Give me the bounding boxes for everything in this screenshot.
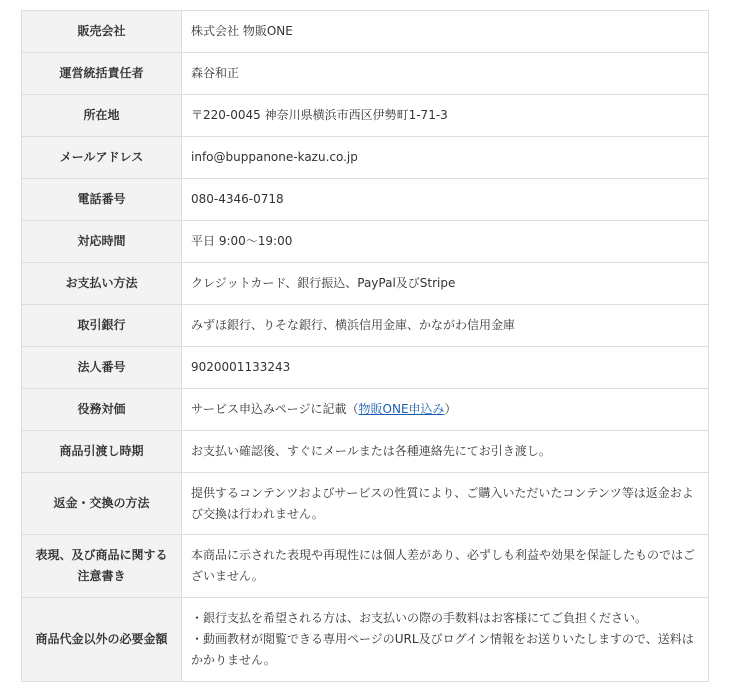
- row-value: 〒220-0045 神奈川県横浜市西区伊勢町1-71-3: [182, 95, 709, 137]
- row-label: 法人番号: [22, 347, 182, 389]
- row-label: 商品代金以外の必要金額: [22, 598, 182, 682]
- company-info-table: [21, 10, 709, 682]
- table-row: [22, 137, 709, 179]
- row-label: 対応時間: [22, 221, 182, 263]
- table-row: [22, 263, 709, 305]
- row-value: 株式会社 物販ONE: [182, 11, 709, 53]
- table-row: [22, 431, 709, 473]
- row-label: メールアドレス: [22, 137, 182, 179]
- row-label-line: 表現、及び商品に関する: [35, 548, 168, 562]
- value-suffix: ）: [444, 402, 457, 416]
- row-value: 本商品に示された表現や再現性には個人差があり、必ずしも利益や効果を保証したものではございません。: [182, 535, 709, 598]
- row-value: [182, 389, 709, 431]
- row-label: 電話番号: [22, 179, 182, 221]
- row-value: クレジットカード、銀行振込、PayPal及びStripe: [182, 263, 709, 305]
- row-value: 森谷和正: [182, 53, 709, 95]
- table-row: [22, 598, 709, 682]
- row-value: 9020001133243: [182, 347, 709, 389]
- row-label: 運営統括責任者: [22, 53, 182, 95]
- row-label: 役務対価: [22, 389, 182, 431]
- table-row: [22, 179, 709, 221]
- row-value: 平日 9:00〜19:00: [182, 221, 709, 263]
- row-value: みずほ銀行、りそな銀行、横浜信用金庫、かながわ信用金庫: [182, 305, 709, 347]
- row-label: 商品引渡し時期: [22, 431, 182, 473]
- table-row: [22, 473, 709, 535]
- row-label: お支払い方法: [22, 263, 182, 305]
- table-row: [22, 535, 709, 598]
- table-row: [22, 53, 709, 95]
- row-label: 所在地: [22, 95, 182, 137]
- value-prefix: サービス申込みページに記載（: [191, 402, 359, 416]
- row-value: 提供するコンテンツおよびサービスの性質により、ご購入いただいたコンテンツ等は返金および交換は行われません。: [182, 473, 709, 535]
- row-label-line: 注意書き: [77, 569, 126, 583]
- row-value: info@buppanone-kazu.co.jp: [182, 137, 709, 179]
- row-value: お支払い確認後、すぐにメールまたは各種連絡先にてお引き渡し。: [182, 431, 709, 473]
- row-value: [182, 598, 709, 682]
- value-line: ・銀行支払を希望される方は、お支払いの際の手数料はお客様にてご負担ください。: [191, 611, 648, 625]
- row-label: 取引銀行: [22, 305, 182, 347]
- row-label: 返金・交換の方法: [22, 473, 182, 535]
- table-row: [22, 389, 709, 431]
- table-row: [22, 347, 709, 389]
- table-row: [22, 305, 709, 347]
- apply-link[interactable]: 物販ONE申込み: [358, 402, 445, 416]
- table-row: [22, 11, 709, 53]
- table-row: [22, 221, 709, 263]
- value-line: ・動画教材が閲覧できる専用ページのURL及びログイン情報をお送りいたしますので、送料はかかりません。: [191, 632, 694, 667]
- row-label: [22, 535, 182, 598]
- row-label: 販売会社: [22, 11, 182, 53]
- row-value: 080-4346-0718: [182, 179, 709, 221]
- table-row: [22, 95, 709, 137]
